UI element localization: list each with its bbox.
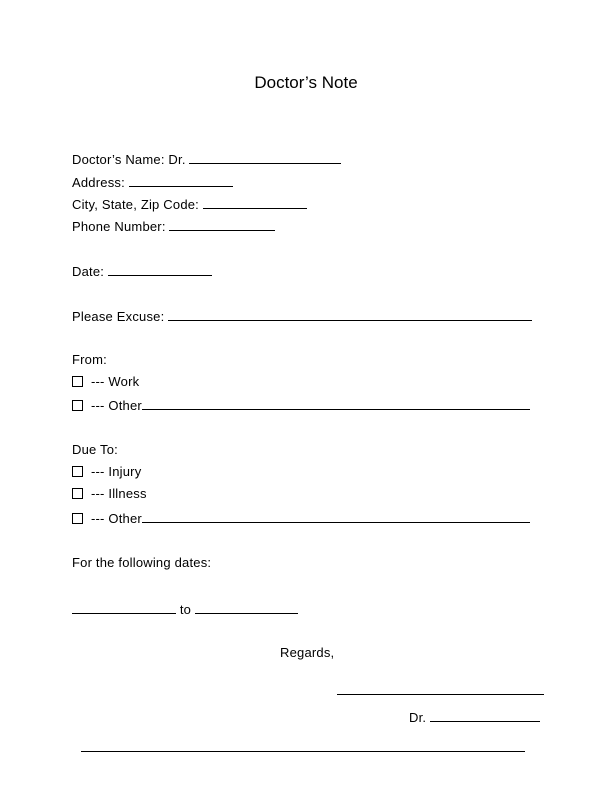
from-other-field[interactable] xyxy=(142,396,530,410)
from-other-label: --- Other xyxy=(91,398,142,413)
please-excuse-row xyxy=(72,307,532,325)
injury-label: --- Injury xyxy=(91,464,142,479)
dr-label: Dr. xyxy=(409,710,427,725)
phone-row xyxy=(72,217,275,235)
doctor-name-field[interactable] xyxy=(189,150,341,164)
city-state-zip-row xyxy=(72,195,307,213)
city-state-zip-field[interactable] xyxy=(203,195,307,209)
work-checkbox[interactable] xyxy=(72,376,83,387)
doctor-name-label: Doctor’s Name: Dr. xyxy=(72,152,186,167)
due-option-illness xyxy=(72,486,147,502)
to-label: to xyxy=(179,602,192,617)
please-excuse-field[interactable] xyxy=(168,307,532,321)
from-option-other xyxy=(72,396,530,414)
date-field[interactable] xyxy=(108,262,212,276)
date-label: Date: xyxy=(72,264,105,279)
illness-checkbox[interactable] xyxy=(72,488,83,499)
due-option-injury xyxy=(72,464,141,480)
due-other-field[interactable] xyxy=(142,509,530,523)
dates-heading: For the following dates: xyxy=(72,555,212,570)
dates-range-row xyxy=(72,600,298,618)
date-row xyxy=(72,262,212,280)
from-other-checkbox[interactable] xyxy=(72,400,83,411)
please-excuse-label: Please Excuse: xyxy=(72,309,165,324)
due-to-heading: Due To: xyxy=(72,442,118,457)
regards-text: Regards, xyxy=(280,645,335,660)
dr-signature-row xyxy=(409,708,540,726)
from-heading: From: xyxy=(72,352,107,367)
doctor-name-row xyxy=(72,150,341,168)
address-label: Address: xyxy=(72,175,125,190)
address-field[interactable] xyxy=(129,173,233,187)
end-date-field[interactable] xyxy=(195,600,298,614)
start-date-field[interactable] xyxy=(72,600,176,614)
phone-label: Phone Number: xyxy=(72,219,166,234)
city-state-zip-label: City, State, Zip Code: xyxy=(72,197,199,212)
work-label: --- Work xyxy=(91,374,140,389)
from-option-work xyxy=(72,374,139,390)
signature-line[interactable] xyxy=(337,694,544,695)
injury-checkbox[interactable] xyxy=(72,466,83,477)
phone-field[interactable] xyxy=(169,217,275,231)
footer-divider xyxy=(81,751,525,752)
document-title: Doctor’s Note xyxy=(254,73,358,92)
due-option-other xyxy=(72,509,530,527)
due-other-checkbox[interactable] xyxy=(72,513,83,524)
dr-name-field[interactable] xyxy=(430,708,540,722)
address-row xyxy=(72,173,233,191)
due-other-label: --- Other xyxy=(91,511,142,526)
illness-label: --- Illness xyxy=(91,486,147,501)
